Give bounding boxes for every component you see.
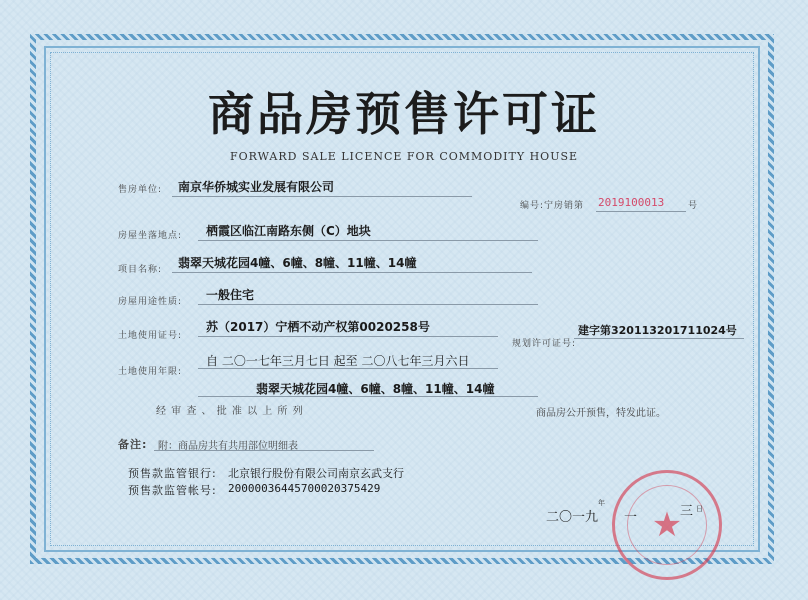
bank-value: 北京银行股份有限公司南京玄武支行	[228, 467, 404, 480]
number-underline	[596, 211, 686, 212]
land-term-underline	[198, 368, 498, 369]
number-label: 编号:宁房销第	[520, 201, 585, 211]
project-underline	[172, 272, 532, 273]
issue-day: 三	[680, 504, 694, 519]
land-term-label: 土地使用年限:	[118, 367, 183, 377]
land-cert-value: 苏（2017）宁栖不动产权第0020258号	[206, 320, 430, 334]
issue-year: 二〇一九	[546, 510, 599, 525]
seal-star-icon: ★	[651, 505, 683, 545]
location-underline	[198, 240, 538, 241]
certificate-title: 商品房预售许可证	[208, 87, 600, 141]
bank-label: 预售款监管银行:	[128, 467, 217, 480]
seller-underline	[172, 196, 472, 197]
approved-scope-underline	[198, 396, 538, 397]
project-value: 翡翠天城花园4幢、6幢、8幢、11幢、14幢	[178, 256, 417, 270]
approval-text-right: 商品房公开预售，特发此证。	[536, 408, 666, 419]
certificate-subtitle: FORWARD SALE LICENCE FOR COMMODITY HOUSE	[229, 150, 579, 163]
usage-label: 房屋用途性质:	[118, 297, 183, 307]
usage-underline	[198, 304, 538, 305]
issue-year-char: 年	[598, 499, 605, 507]
location-label: 房屋坐落地点:	[118, 231, 183, 241]
planning-label: 规划许可证号:	[512, 339, 577, 349]
issue-day-char: 日	[696, 505, 703, 513]
approval-text-left: 经 审 查 、 批 准 以 上 所 列	[156, 406, 304, 417]
approved-scope-value: 翡翠天城花园4幢、6幢、8幢、11幢、14幢	[256, 382, 495, 396]
number-suffix: 号	[688, 201, 699, 211]
account-value: 20000036445700020375429	[228, 482, 381, 495]
number-value: 2019100013	[598, 196, 665, 209]
planning-value: 建字第320113201711024号	[578, 324, 737, 337]
usage-value: 一般住宅	[206, 288, 255, 302]
seller-label: 售房单位:	[118, 185, 163, 195]
planning-underline	[574, 338, 744, 339]
land-term-value: 自 二〇一七年三月七日 起至 二〇八七年三月六日	[206, 354, 470, 368]
remarks-label: 备注:	[118, 438, 148, 451]
account-label: 预售款监管帐号:	[128, 484, 217, 497]
remarks-value: 附：商品房共有共用部位明细表	[158, 441, 298, 452]
seller-value: 南京华侨城实业发展有限公司	[178, 180, 335, 194]
project-label: 项目名称:	[118, 265, 163, 275]
land-cert-label: 土地使用证号:	[118, 331, 183, 341]
issue-month: 一	[624, 510, 638, 525]
remarks-underline	[154, 450, 374, 451]
location-value: 栖霞区临江南路东侧（C）地块	[206, 224, 371, 238]
land-cert-underline	[198, 336, 498, 337]
official-seal	[612, 470, 722, 580]
